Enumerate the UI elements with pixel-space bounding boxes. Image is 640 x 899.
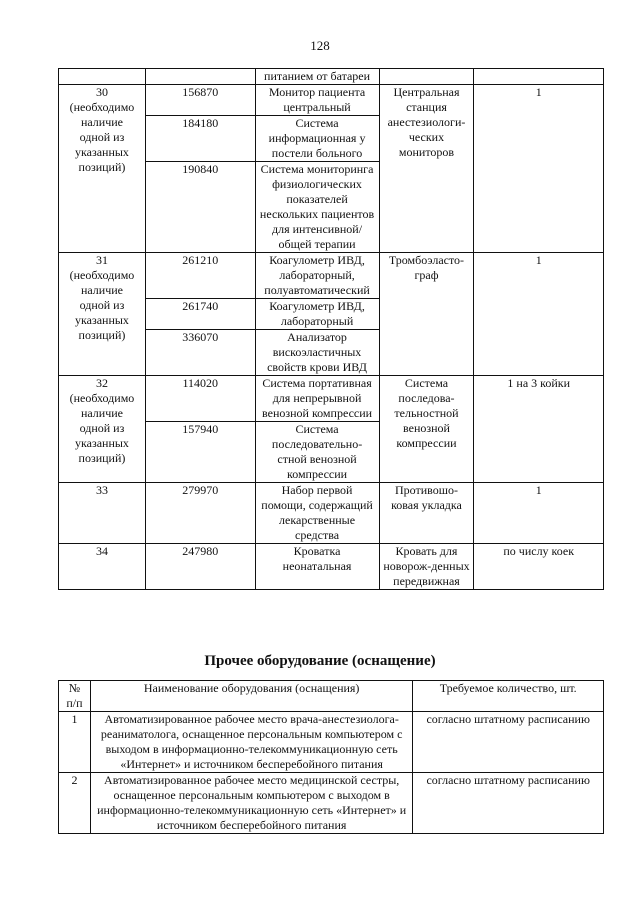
device-name: Система портативная для непрерывной венозной компрессии: [255, 376, 379, 422]
other-equipment-table: [58, 680, 604, 834]
device-code: 157940: [145, 422, 255, 483]
header-num: № п/п: [59, 681, 91, 712]
row-number: 2: [59, 773, 91, 834]
position-number: 33: [59, 483, 146, 544]
header-name: Наименование оборудования (оснащения): [90, 681, 412, 712]
device-code: 184180: [145, 116, 255, 162]
table-row: [59, 544, 604, 590]
device-name: питанием от батареи: [255, 69, 379, 85]
position-number: 32 (необходимо наличие одной из указанных позиций): [59, 376, 146, 483]
device-name: Система последовательно-стной венозной компрессии: [255, 422, 379, 483]
required-quantity: 1: [474, 85, 604, 253]
table-row: [59, 483, 604, 544]
header-row: [59, 681, 604, 712]
required-quantity: 1: [474, 253, 604, 376]
device-code: 156870: [145, 85, 255, 116]
standard-name: Противошо-ковая укладка: [379, 483, 474, 544]
device-name: Система информационная у постели больного: [255, 116, 379, 162]
device-name: Монитор пациента центральный: [255, 85, 379, 116]
required-quantity: согласно штатному расписанию: [413, 712, 604, 773]
table-row: [59, 69, 604, 85]
device-code: 336070: [145, 330, 255, 376]
device-code: 279970: [145, 483, 255, 544]
position-number: 34: [59, 544, 146, 590]
required-quantity: 1 на 3 койки: [474, 376, 604, 483]
device-name: Коагулометр ИВД, лабораторный: [255, 299, 379, 330]
device-code: 190840: [145, 162, 255, 253]
position-number: 31 (необходимо наличие одной из указанных позиций): [59, 253, 146, 376]
standard-name: Тромбоэласто-граф: [379, 253, 474, 376]
device-name: Коагулометр ИВД, лабораторный, полуавтоматический: [255, 253, 379, 299]
equipment-name: Автоматизированное рабочее место медицинской сестры, оснащенное персональным компьютером с выходом в информационно-телекоммуникационную сеть «Интернет» и источником бесперебойного питания: [90, 773, 412, 834]
table-row: [59, 376, 604, 422]
page-number: 128: [310, 38, 330, 53]
table-row: [59, 85, 604, 116]
device-code: 261740: [145, 299, 255, 330]
table-row: [59, 773, 604, 834]
section-title: Прочее оборудование (оснащение): [204, 653, 436, 669]
device-name: Анализатор вискоэластичных свойств крови ИВД: [255, 330, 379, 376]
table-row: [59, 712, 604, 773]
device-code: 261210: [145, 253, 255, 299]
required-quantity: согласно штатному расписанию: [413, 773, 604, 834]
standard-name: Центральная станция анестезиологи-ческих мониторов: [379, 85, 474, 253]
row-number: 1: [59, 712, 91, 773]
equipment-name: Автоматизированное рабочее место врача-анестезиолога-реаниматолога, оснащенное персональным компьютером с выходом в информационно-телекоммуникационную сеть «Интернет» и источником бесперебойного питания: [90, 712, 412, 773]
device-name: Система мониторинга физиологических показателей нескольких пациентов для интенсивной/общей терапии: [255, 162, 379, 253]
header-quantity: Требуемое количество, шт.: [413, 681, 604, 712]
required-quantity: 1: [474, 483, 604, 544]
device-code: 247980: [145, 544, 255, 590]
standard-name: Кровать для новорож-денных передвижная: [379, 544, 474, 590]
device-code: 114020: [145, 376, 255, 422]
equipment-table: [58, 68, 604, 590]
table-row: [59, 253, 604, 299]
required-quantity: по числу коек: [474, 544, 604, 590]
position-number: 30 (необходимо наличие одной из указанных позиций): [59, 85, 146, 253]
device-name: Набор первой помощи, содержащий лекарственные средства: [255, 483, 379, 544]
device-name: Кроватка неонатальная: [255, 544, 379, 590]
standard-name: Система последова-тельностной венозной компрессии: [379, 376, 474, 483]
